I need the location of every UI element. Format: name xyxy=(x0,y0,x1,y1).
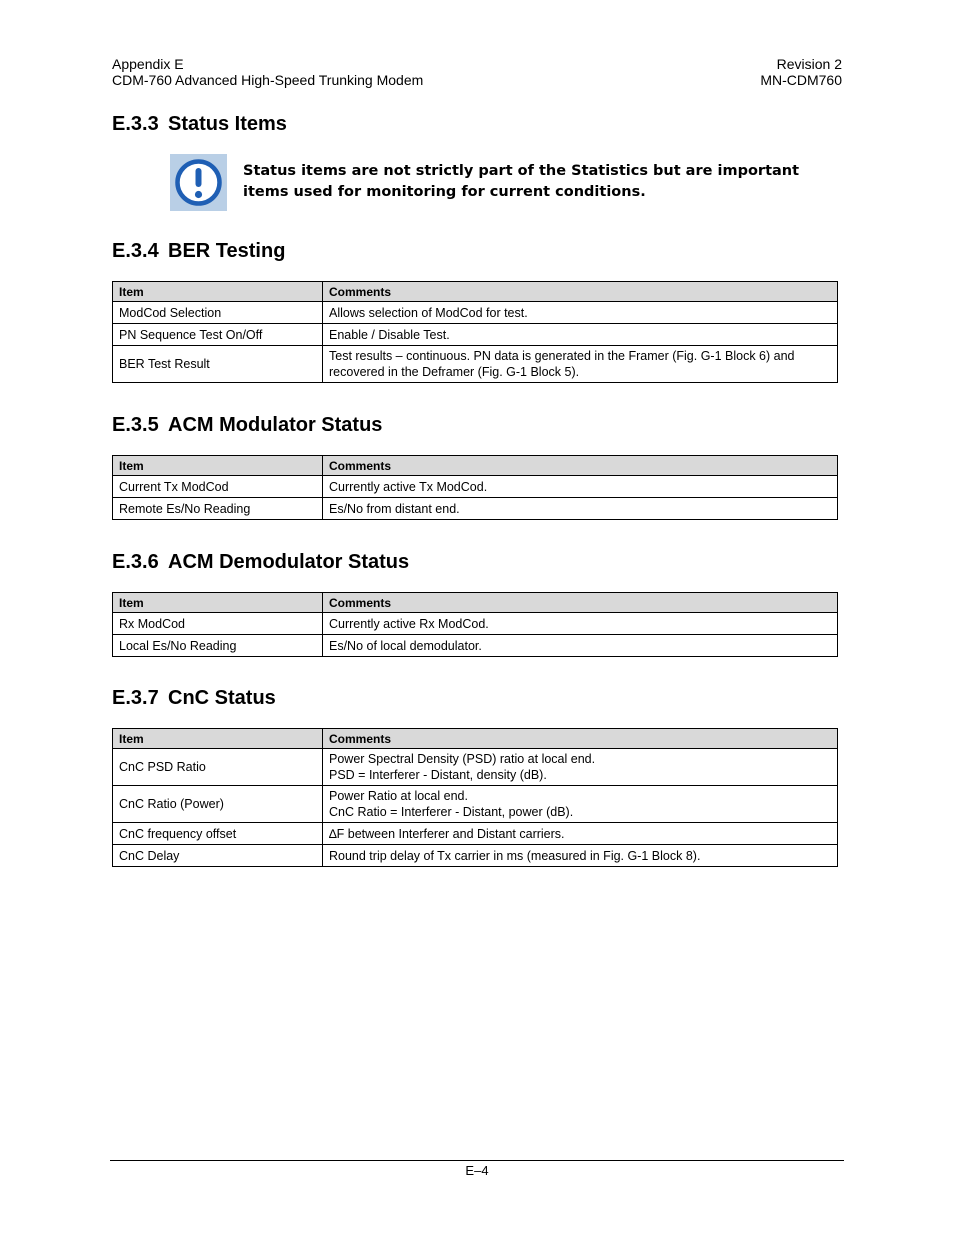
heading-acm-demodulator-status xyxy=(112,550,409,574)
table-header-row xyxy=(113,456,838,476)
cell-item: Remote Es/No Reading xyxy=(113,498,323,520)
heading-acm-modulator-status xyxy=(112,413,382,437)
table-row xyxy=(113,346,838,383)
table-row xyxy=(113,302,838,324)
heading-title: CnC Status xyxy=(168,687,276,709)
table-row xyxy=(113,476,838,498)
acm-modulator-table xyxy=(112,455,838,520)
heading-number: E.3.3 xyxy=(112,113,159,135)
heading-title: Status Items xyxy=(168,113,287,135)
column-header-comments: Comments xyxy=(323,593,838,613)
heading-number: E.3.4 xyxy=(112,240,159,262)
exclamation-circle-icon xyxy=(170,154,227,211)
table-row xyxy=(113,823,838,845)
table-row xyxy=(113,498,838,520)
column-header-item: Item xyxy=(113,456,323,476)
page-number: E–4 xyxy=(465,1163,489,1178)
column-header-item: Item xyxy=(113,282,323,302)
cell-comment: Es/No of local demodulator. xyxy=(323,635,838,657)
cell-comment: Enable / Disable Test. xyxy=(323,324,838,346)
cell-item: CnC Ratio (Power) xyxy=(113,786,323,823)
header-revision: Revision 2 xyxy=(776,56,842,72)
cell-comment: Round trip delay of Tx carrier in ms (measured in Fig. G-1 Block 8). xyxy=(323,845,838,867)
header-product: CDM-760 Advanced High-Speed Trunking Modem xyxy=(112,72,424,88)
acm-demodulator-table xyxy=(112,592,838,657)
heading-ber-testing xyxy=(112,239,285,263)
table-row xyxy=(113,324,838,346)
heading-title: ACM Demodulator Status xyxy=(168,551,410,573)
cell-item: CnC PSD Ratio xyxy=(113,749,323,786)
table-header-row xyxy=(113,729,838,749)
cell-comment: Es/No from distant end. xyxy=(323,498,838,520)
cnc-status-table xyxy=(112,728,838,867)
heading-title: ACM Modulator Status xyxy=(168,414,383,436)
table-row xyxy=(113,845,838,867)
table-row xyxy=(113,613,838,635)
column-header-item: Item xyxy=(113,729,323,749)
header-manual-number: MN-CDM760 xyxy=(760,72,842,88)
column-header-comments: Comments xyxy=(323,456,838,476)
cell-comment: Power Ratio at local end. CnC Ratio = Interferer - Distant, power (dB). xyxy=(323,786,838,823)
column-header-item: Item xyxy=(113,593,323,613)
heading-number: E.3.5 xyxy=(112,414,159,436)
column-header-comments: Comments xyxy=(323,282,838,302)
cell-item: CnC frequency offset xyxy=(113,823,323,845)
heading-number: E.3.7 xyxy=(112,687,159,709)
cell-item: ModCod Selection xyxy=(113,302,323,324)
cell-comment: ∆F between Interferer and Distant carriers. xyxy=(323,823,838,845)
cell-comment: Power Spectral Density (PSD) ratio at local end. PSD = Interferer - Distant, density (dB). xyxy=(323,749,838,786)
header-left xyxy=(112,56,423,88)
cell-item: Current Tx ModCod xyxy=(113,476,323,498)
cell-item: PN Sequence Test On/Off xyxy=(113,324,323,346)
heading-title: BER Testing xyxy=(168,240,286,262)
table-row xyxy=(113,635,838,657)
cell-item: CnC Delay xyxy=(113,845,323,867)
ber-testing-table xyxy=(112,281,838,383)
header-appendix: Appendix E xyxy=(112,56,184,72)
heading-cnc-status xyxy=(112,686,276,710)
cell-comment: Currently active Rx ModCod. xyxy=(323,613,838,635)
cell-comment: Currently active Tx ModCod. xyxy=(323,476,838,498)
cell-comment: Test results – continuous. PN data is generated in the Framer (Fig. G-1 Block 6) and recovered in the Deframer (Fig. G-1 Block 5). xyxy=(323,346,838,383)
heading-status-items xyxy=(112,112,287,136)
header-right xyxy=(760,56,842,88)
cell-item: BER Test Result xyxy=(113,346,323,383)
table-header-row xyxy=(113,593,838,613)
cell-comment: Allows selection of ModCod for test. xyxy=(323,302,838,324)
heading-number: E.3.6 xyxy=(112,551,159,573)
table-row xyxy=(113,749,838,786)
cell-item: Rx ModCod xyxy=(113,613,323,635)
column-header-comments: Comments xyxy=(323,729,838,749)
note-text: Status items are not strictly part of the Statistics but are important items used for monitoring for current conditions. xyxy=(243,163,800,200)
note-box xyxy=(170,154,840,211)
footer-divider xyxy=(110,1160,844,1161)
table-header-row xyxy=(113,282,838,302)
cell-item: Local Es/No Reading xyxy=(113,635,323,657)
table-row xyxy=(113,786,838,823)
